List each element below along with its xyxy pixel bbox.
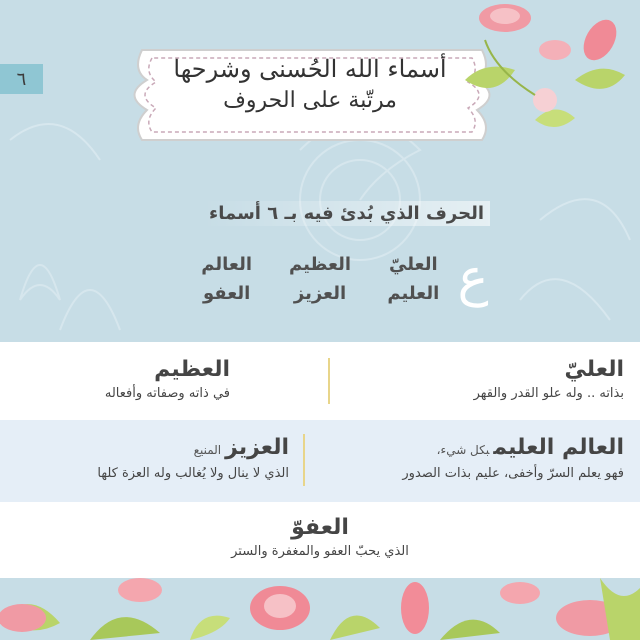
title-line-2: مرتّبة على الحروف (223, 88, 397, 113)
entry-description: الذي يحبّ العفو والمغفرة والستر (231, 544, 409, 559)
letter-intro (140, 203, 490, 224)
entry-name: العالم العليم (493, 435, 624, 460)
entry-name: العظيم (154, 357, 230, 382)
entry-aziz (0, 420, 305, 502)
letter-glyph: ع (457, 248, 489, 308)
entries-row-2 (0, 420, 640, 502)
entry-ali (330, 342, 640, 420)
entry-name-line (16, 434, 289, 464)
footer-decoration (0, 578, 640, 640)
list-item: العالم (201, 254, 253, 275)
names-list (180, 254, 460, 304)
page-number: ٦ (16, 68, 27, 90)
list-item: العليّ (389, 254, 438, 275)
entry-subtitle: بكل شيء، (436, 443, 490, 457)
entry-description: في ذاته وصفاته وأفعاله (104, 386, 230, 401)
entries-row-3 (0, 502, 640, 578)
list-item: العظيم (288, 254, 352, 275)
letter-intro-text: الحرف الذي بُدئ فيه بـ ٦ أسماء (203, 201, 490, 226)
list-item: العزيز (293, 283, 347, 304)
entries-row-1 (0, 342, 640, 420)
entry-name: العليّ (564, 357, 624, 382)
entry-name: العزيز (225, 435, 289, 460)
flower-decoration-icon (425, 0, 640, 140)
entry-afuw (0, 502, 640, 578)
list-item: العفو (203, 283, 251, 304)
entry-description: فهو يعلم السرّ وأخفى، عليم بذات الصدور (402, 466, 624, 481)
entry-subtitle: المنيع (193, 443, 222, 457)
entry-description: الذي لا ينال ولا يُغالب وله العزة كلها (97, 466, 289, 481)
title-line-1: أسماء الله الحُسنى وشرحها (173, 55, 447, 83)
entry-name: العفوّ (291, 515, 349, 540)
list-item: العليم (387, 283, 440, 304)
page-number-badge (0, 64, 43, 94)
entry-description: بذاته .. وله علو القدر والقهر (473, 386, 624, 401)
entry-name-line (321, 434, 624, 464)
entry-alim (305, 420, 640, 502)
entry-azim (0, 342, 330, 420)
flower-decoration-icon (0, 578, 640, 640)
